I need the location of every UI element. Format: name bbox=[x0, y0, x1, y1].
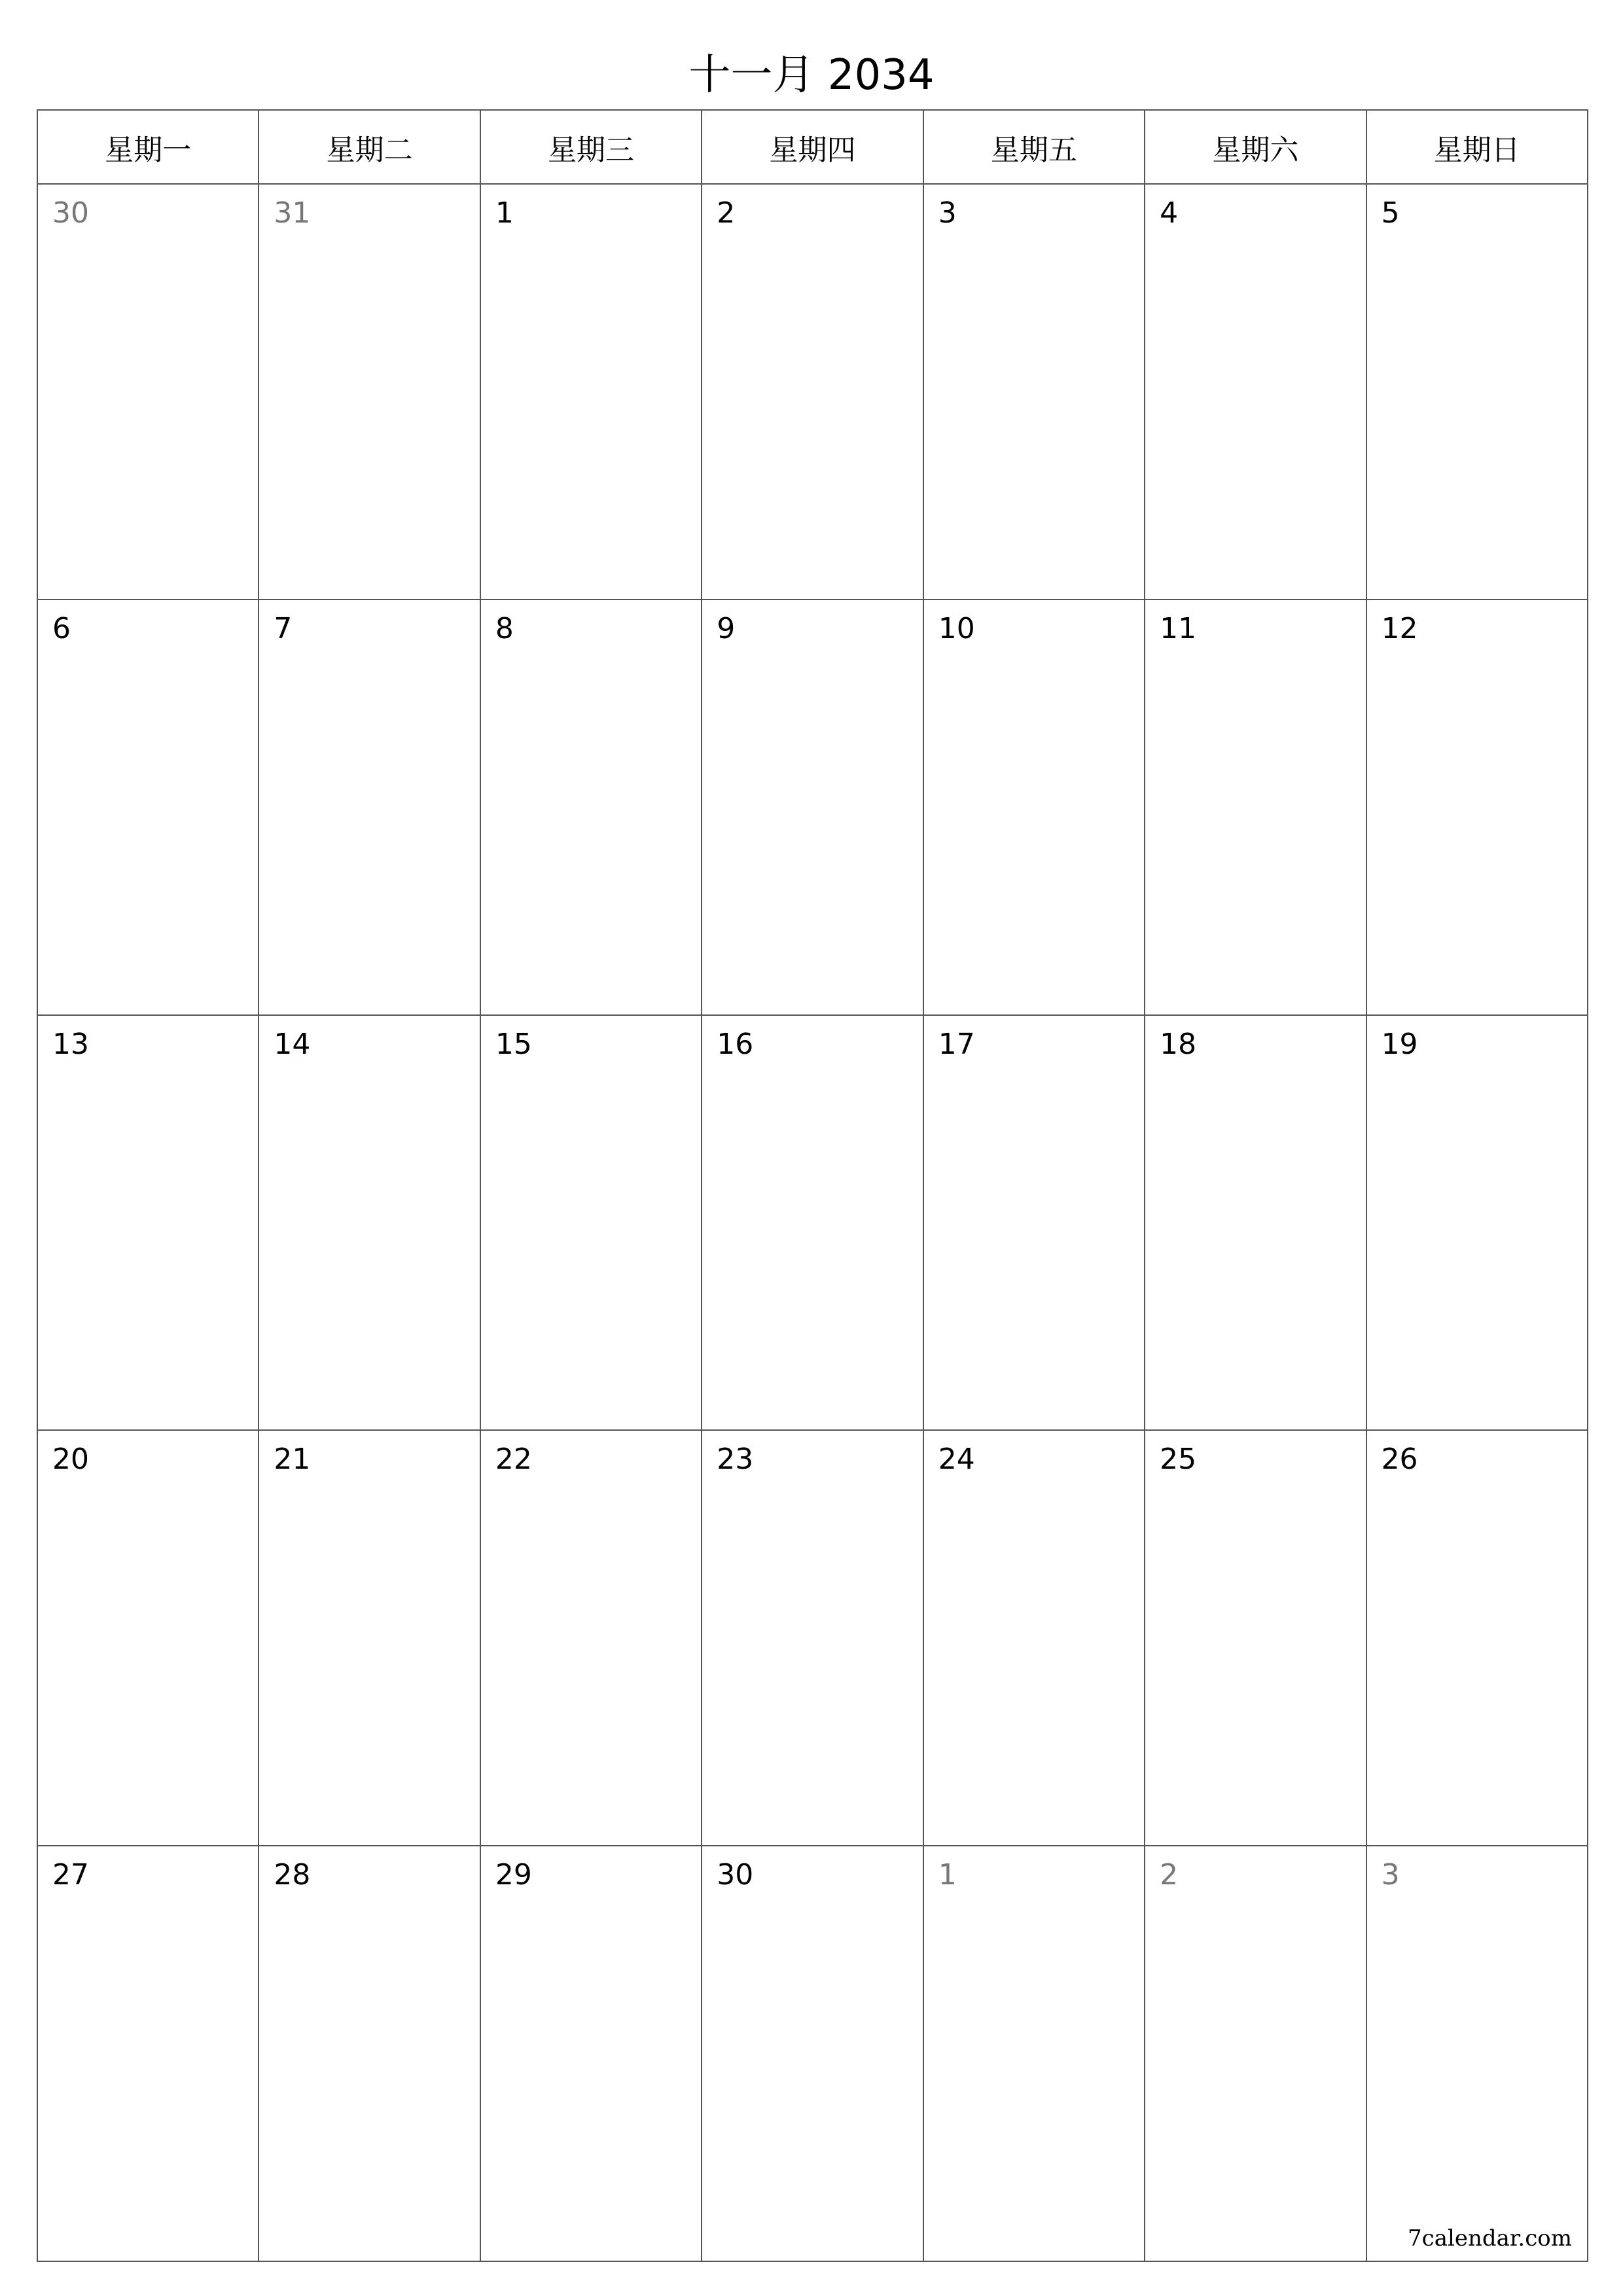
day-cell bbox=[259, 1846, 480, 2262]
day-cell bbox=[481, 1846, 702, 2262]
day-cell bbox=[924, 1016, 1145, 1431]
day-cell bbox=[1145, 185, 1366, 600]
site-watermark: 7calendar.com bbox=[1408, 2225, 1572, 2251]
day-cell bbox=[924, 1431, 1145, 1846]
day-cell bbox=[702, 1846, 923, 2262]
weekday-header: 星期五 bbox=[924, 111, 1145, 185]
day-number: 22 bbox=[495, 1443, 532, 1477]
day-number: 14 bbox=[274, 1027, 311, 1061]
day-cell bbox=[259, 600, 480, 1016]
day-number: 10 bbox=[938, 611, 975, 645]
weekday-header: 星期六 bbox=[1145, 111, 1366, 185]
day-number: 4 bbox=[1160, 196, 1179, 230]
day-number: 1 bbox=[495, 196, 514, 230]
day-number: 18 bbox=[1160, 1027, 1197, 1061]
day-cell bbox=[1367, 185, 1588, 600]
day-number: 17 bbox=[938, 1027, 975, 1061]
day-cell bbox=[259, 1016, 480, 1431]
day-cell bbox=[1367, 1016, 1588, 1431]
day-cell bbox=[702, 600, 923, 1016]
day-cell bbox=[1145, 1431, 1366, 1846]
day-number: 30 bbox=[717, 1858, 754, 1892]
day-number: 23 bbox=[717, 1443, 754, 1477]
day-cell-other-month bbox=[259, 185, 480, 600]
day-number: 25 bbox=[1160, 1443, 1197, 1477]
day-cell bbox=[1145, 1016, 1366, 1431]
weekday-header: 星期二 bbox=[259, 111, 480, 185]
day-number: 7 bbox=[274, 611, 293, 645]
day-number: 16 bbox=[717, 1027, 754, 1061]
day-number: 6 bbox=[52, 611, 71, 645]
weekday-header: 星期四 bbox=[702, 111, 923, 185]
day-number: 2 bbox=[1160, 1858, 1179, 1892]
day-cell bbox=[702, 185, 923, 600]
calendar-grid bbox=[37, 109, 1588, 2262]
day-cell bbox=[481, 1431, 702, 1846]
day-number: 5 bbox=[1381, 196, 1400, 230]
weekday-header: 星期一 bbox=[38, 111, 259, 185]
day-number: 3 bbox=[1381, 1858, 1400, 1892]
day-number: 9 bbox=[717, 611, 736, 645]
day-number: 19 bbox=[1381, 1027, 1418, 1061]
day-cell bbox=[38, 1846, 259, 2262]
day-cell-other-month bbox=[924, 1846, 1145, 2262]
weekday-header: 星期日 bbox=[1367, 111, 1588, 185]
day-cell bbox=[259, 1431, 480, 1846]
day-cell bbox=[702, 1431, 923, 1846]
day-number: 21 bbox=[274, 1443, 311, 1477]
weekday-header: 星期三 bbox=[481, 111, 702, 185]
day-cell bbox=[1145, 600, 1366, 1016]
day-number: 12 bbox=[1381, 611, 1418, 645]
day-cell-other-month bbox=[38, 185, 259, 600]
page-title: 十一月 2034 bbox=[688, 51, 935, 99]
day-number: 8 bbox=[495, 611, 514, 645]
day-number: 2 bbox=[717, 196, 736, 230]
day-number: 24 bbox=[938, 1443, 975, 1477]
day-cell bbox=[1367, 1431, 1588, 1846]
day-number: 30 bbox=[52, 196, 89, 230]
day-cell bbox=[38, 600, 259, 1016]
day-number: 13 bbox=[52, 1027, 89, 1061]
day-cell bbox=[481, 600, 702, 1016]
day-cell bbox=[38, 1431, 259, 1846]
day-number: 20 bbox=[52, 1443, 89, 1477]
day-number: 15 bbox=[495, 1027, 532, 1061]
day-cell bbox=[702, 1016, 923, 1431]
day-number: 29 bbox=[495, 1858, 532, 1892]
day-cell bbox=[481, 185, 702, 600]
day-cell bbox=[481, 1016, 702, 1431]
day-number: 3 bbox=[938, 196, 957, 230]
day-number: 28 bbox=[274, 1858, 311, 1892]
day-number: 1 bbox=[938, 1858, 957, 1892]
day-cell bbox=[1367, 600, 1588, 1016]
day-cell-other-month bbox=[1367, 1846, 1588, 2262]
day-cell bbox=[924, 185, 1145, 600]
day-cell bbox=[924, 600, 1145, 1016]
day-number: 31 bbox=[274, 196, 311, 230]
day-number: 26 bbox=[1381, 1443, 1418, 1477]
day-number: 11 bbox=[1160, 611, 1197, 645]
day-cell-other-month bbox=[1145, 1846, 1366, 2262]
day-number: 27 bbox=[52, 1858, 89, 1892]
day-cell bbox=[38, 1016, 259, 1431]
